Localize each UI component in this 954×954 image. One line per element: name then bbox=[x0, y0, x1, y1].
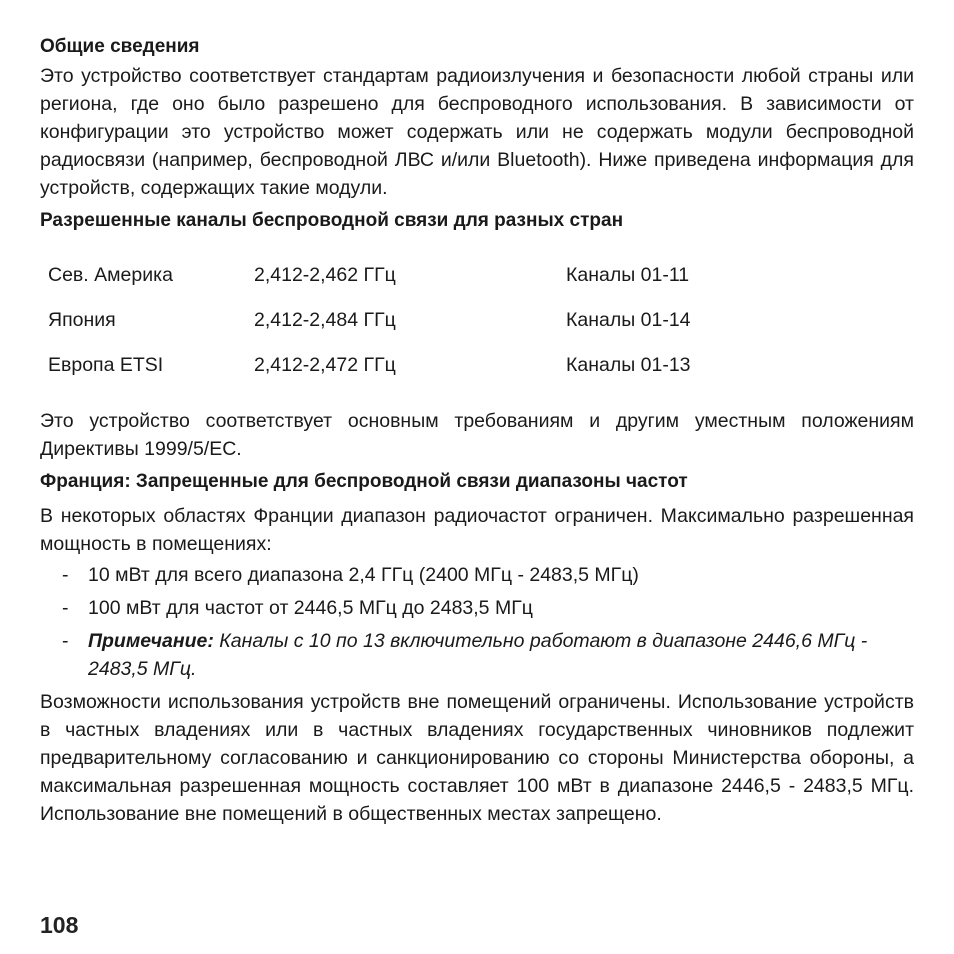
table-row bbox=[48, 343, 866, 388]
channels-table bbox=[48, 253, 866, 388]
frequency-cell: 2,412-2,484 ГГц bbox=[254, 309, 396, 331]
document-page bbox=[40, 33, 914, 828]
restrictions-list bbox=[40, 561, 914, 683]
note-label: Примечание: bbox=[88, 630, 214, 652]
list-item bbox=[40, 561, 914, 589]
frequency-cell: 2,412-2,462 ГГц bbox=[254, 264, 396, 286]
channels-cell: Каналы 01-13 bbox=[566, 354, 691, 376]
region-cell: Европа ETSI bbox=[48, 354, 164, 376]
channels-heading: Разрешенные каналы беспроводной связи для разных стран bbox=[40, 210, 624, 231]
france-heading: Франция: Запрещенные для беспроводной связи диапазоны частот bbox=[40, 471, 688, 492]
general-paragraph: Это устройство соответствует стандартам радиоизлучения и безопасности любой страны или региона, где оно было разрешено для беспроводного использования. В зависимости от конфигурации это устройство может содержать или не содержать модули беспроводной радиосвязи (например, беспроводной ЛВС и/или Bluetooth). Ниже приведена информация для устройств, содержащих такие модули. bbox=[40, 65, 914, 199]
region-cell: Япония bbox=[48, 309, 116, 331]
table-row bbox=[48, 253, 866, 298]
bullet-dash: - bbox=[62, 630, 69, 652]
list-item bbox=[40, 594, 914, 622]
region-cell: Сев. Америка bbox=[48, 264, 173, 286]
note-text: Каналы с 10 по 13 включительно работают в диапазоне 2446,6 МГц - 2483,5 МГц. bbox=[88, 630, 868, 680]
list-item-text: 10 мВт для всего диапазона 2,4 ГГц (2400 МГц - 2483,5 МГц) bbox=[88, 564, 639, 586]
channels-cell: Каналы 01-11 bbox=[566, 264, 690, 286]
bullet-dash: - bbox=[62, 564, 69, 586]
frequency-cell: 2,412-2,472 ГГц bbox=[254, 354, 396, 376]
list-item-text: 100 мВт для частот от 2446,5 МГц до 2483,5 МГц bbox=[88, 597, 533, 619]
channels-cell: Каналы 01-14 bbox=[566, 309, 691, 331]
france-paragraph: В некоторых областях Франции диапазон радиочастот ограничен. Максимально разрешенная мощность в помещениях: bbox=[40, 505, 914, 555]
outdoor-paragraph: Возможности использования устройств вне помещений ограничены. Использование устройств в частных владениях или в частных владениях государственных чиновников подлежит предварительному согласованию и санкционированию со стороны Министерства обороны, а максимальная разрешенная мощность составляет 100 мВт в диапазоне 2446,5 - 2483,5 МГц. Использование вне помещений в общественных местах запрещено. bbox=[40, 691, 914, 825]
bullet-dash: - bbox=[62, 597, 69, 619]
note-item bbox=[40, 627, 914, 683]
page-number: 108 bbox=[40, 912, 79, 938]
directive-paragraph: Это устройство соответствует основным требованиям и другим уместным положениям Директивы 1999/5/EC. bbox=[40, 410, 914, 460]
table-row bbox=[48, 298, 866, 343]
general-heading: Общие сведения bbox=[40, 36, 200, 57]
